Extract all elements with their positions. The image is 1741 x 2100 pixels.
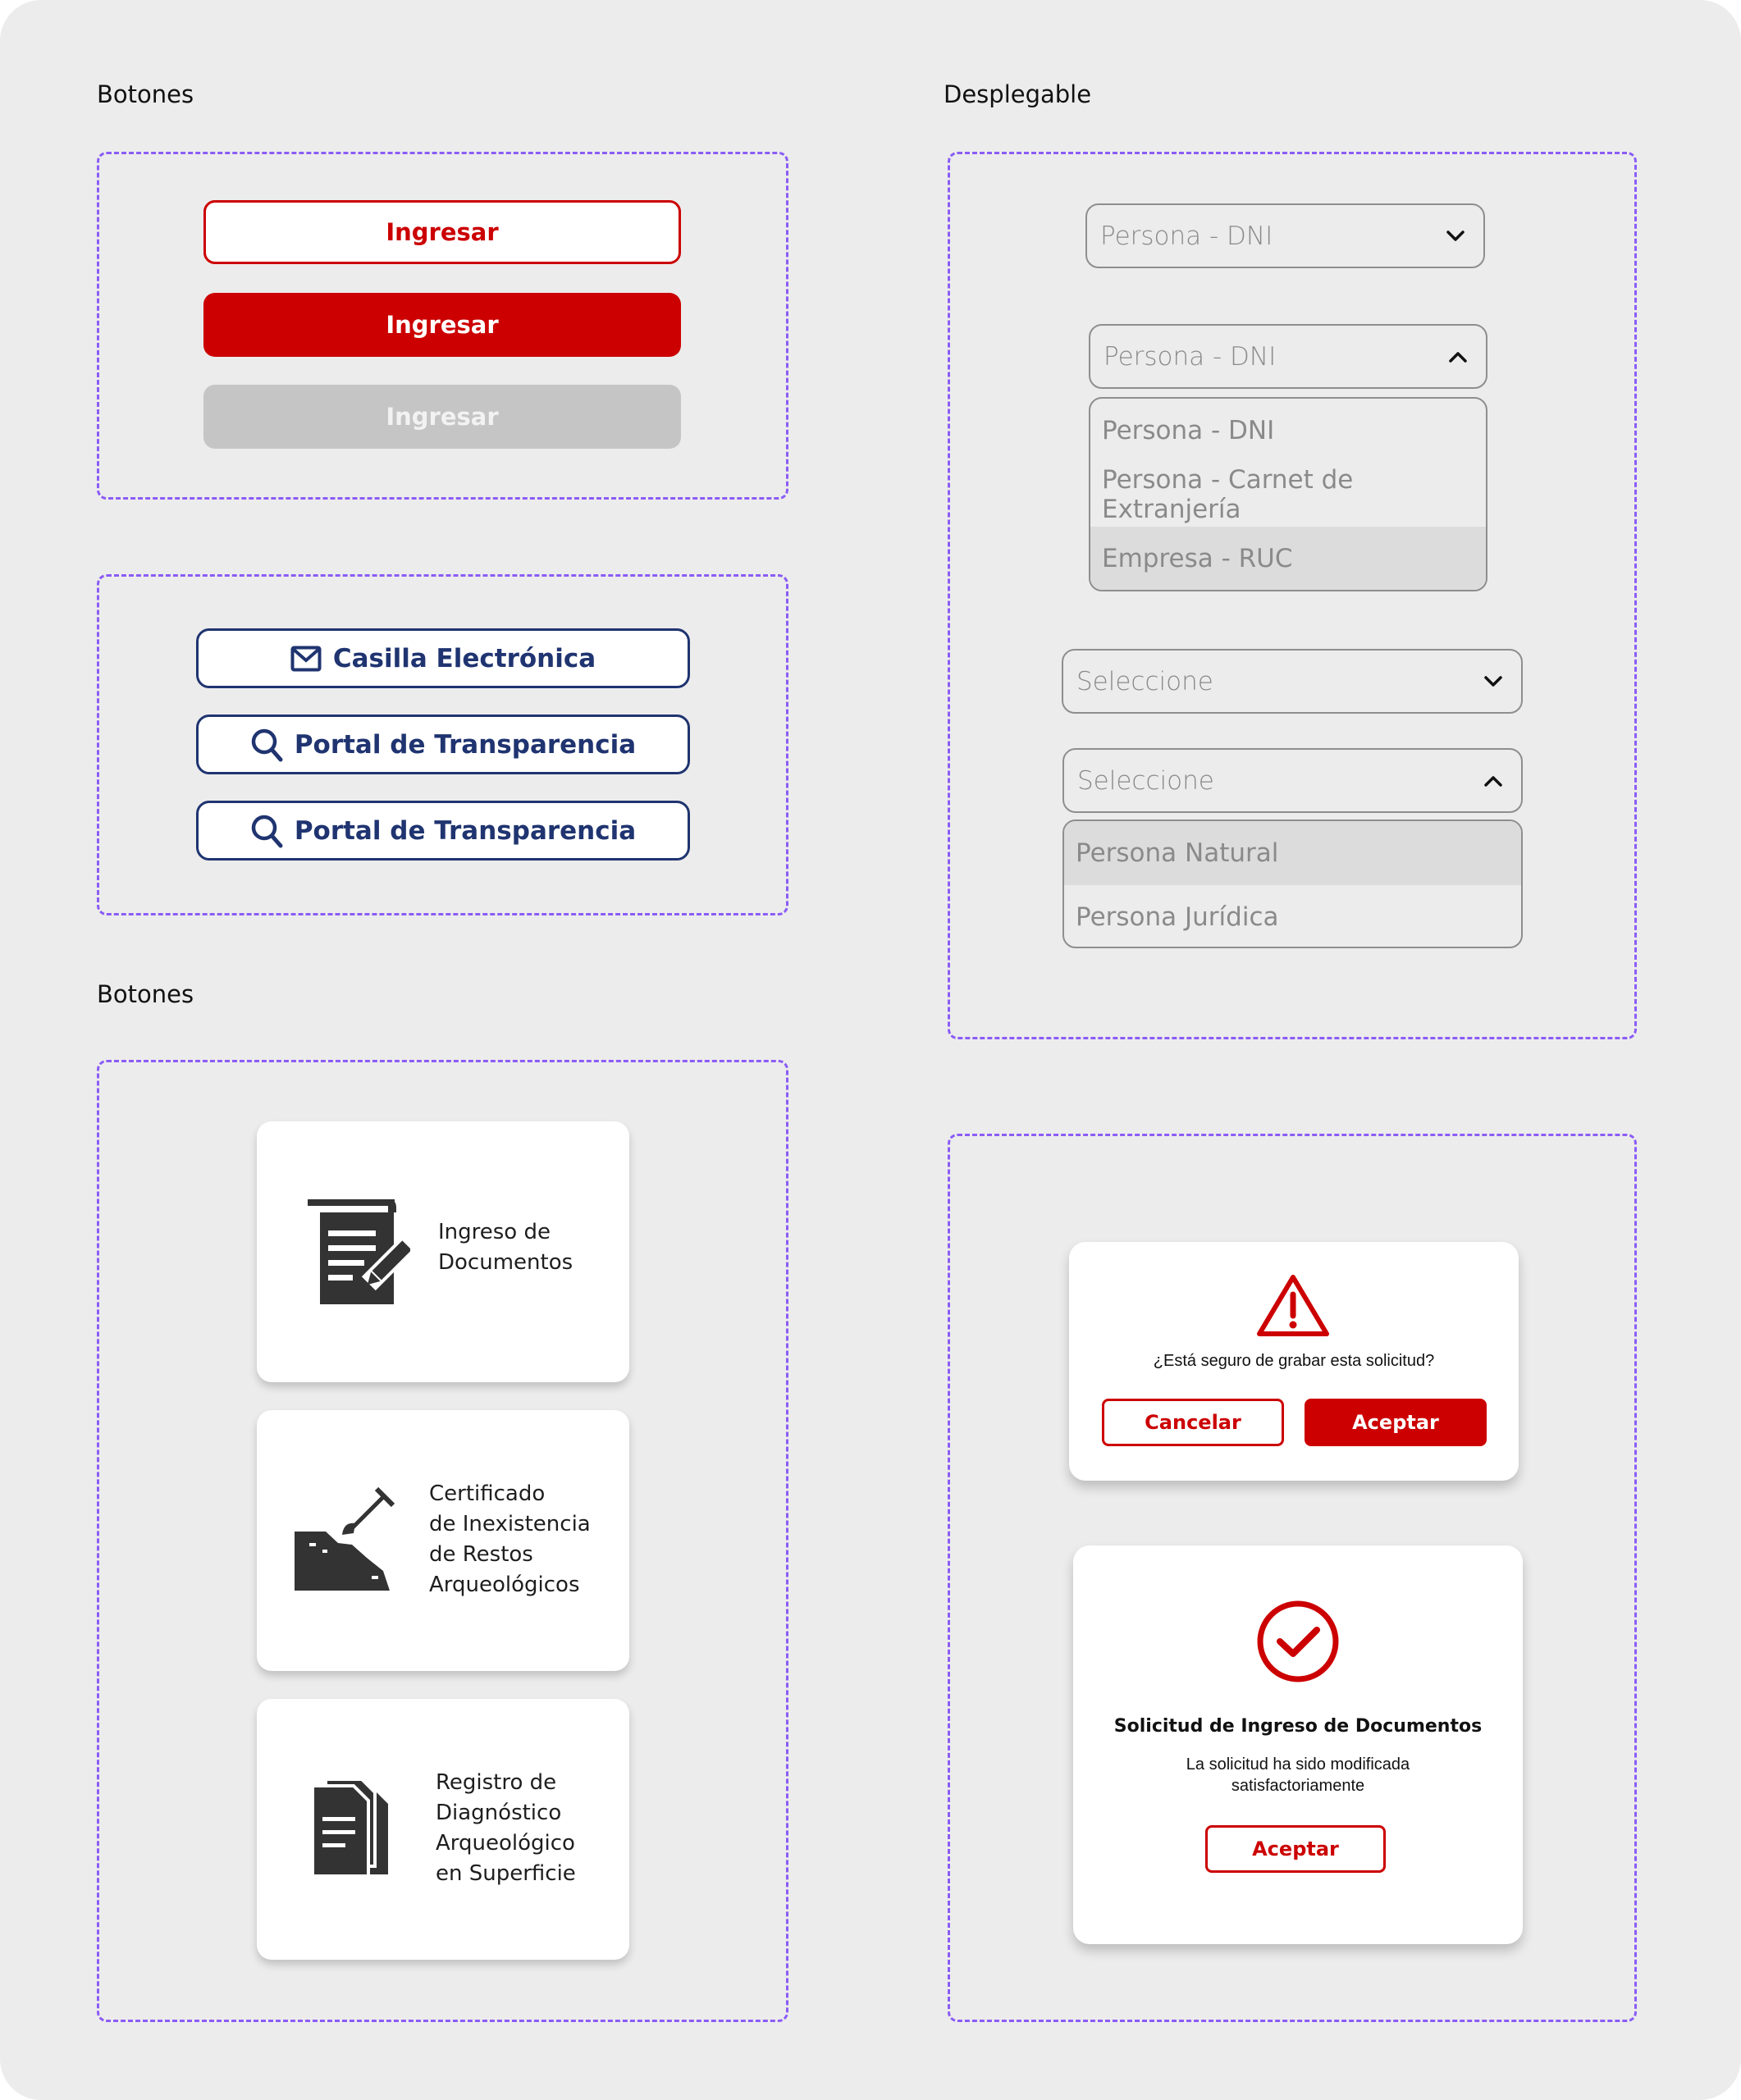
service-card-registro-diagnostico[interactable] <box>257 1699 629 1960</box>
success-message: La solicitud ha sido modificada satisfactoriamente <box>1186 1755 1410 1795</box>
person-type-value: Seleccione <box>1076 666 1213 696</box>
accept-button[interactable]: Aceptar <box>1305 1399 1487 1446</box>
card-label: Ingreso de Documentos <box>438 1220 573 1275</box>
document-type-value: Persona - DNI <box>1100 221 1273 251</box>
success-title: Solicitud de Ingreso de Documentos <box>1113 1716 1483 1737</box>
documents-icon <box>311 1779 393 1878</box>
casilla-electronica-button[interactable] <box>196 628 690 688</box>
warning-icon <box>1256 1273 1330 1337</box>
person-type-options <box>1062 819 1523 948</box>
ingresar-disabled-button: Ingresar <box>203 385 681 449</box>
document-type-open-value: Persona - DNI <box>1104 341 1277 372</box>
confirm-modal <box>1069 1242 1519 1481</box>
portal-transparencia-button[interactable] <box>196 714 690 774</box>
option-persona-dni[interactable]: Persona - DNI <box>1102 416 1275 445</box>
success-check-icon <box>1256 1600 1340 1683</box>
service-card-certificado[interactable] <box>257 1410 629 1671</box>
chevron-up-icon <box>1483 774 1503 788</box>
excavation-icon <box>293 1484 403 1599</box>
option-persona-juridica[interactable]: Persona Jurídica <box>1076 902 1279 932</box>
confirm-message: ¿Está seguro de grabar esta solicitud? <box>1153 1352 1435 1370</box>
chevron-up-icon <box>1448 350 1468 363</box>
casilla-electronica-label: Casilla Electrónica <box>332 643 596 673</box>
buttons-section-title: Botones <box>97 80 194 108</box>
card-label: Registro de Diagnóstico Arqueológico en Superficie <box>436 1770 576 1886</box>
card-label: Certificado de Inexistencia de Restos Arqueológicos <box>429 1481 591 1597</box>
chevron-down-icon <box>1446 230 1465 243</box>
document-type-select-open[interactable] <box>1089 324 1487 389</box>
person-type-select-open[interactable] <box>1062 748 1523 813</box>
option-persona-natural[interactable]: Persona Natural <box>1064 821 1521 885</box>
cancel-button[interactable]: Cancelar <box>1102 1399 1284 1446</box>
mail-icon <box>290 646 322 672</box>
service-card-ingreso-documentos[interactable] <box>257 1121 629 1382</box>
document-type-select[interactable] <box>1085 203 1485 268</box>
search-icon <box>250 814 283 848</box>
option-empresa-ruc[interactable]: Empresa - RUC <box>1090 527 1486 591</box>
person-type-select[interactable] <box>1062 649 1523 714</box>
success-modal <box>1073 1545 1523 1944</box>
cards-section-title: Botones <box>97 980 194 1008</box>
option-persona-carnet[interactable]: Persona - Carnet de Extranjería <box>1102 465 1354 524</box>
document-edit-icon <box>308 1199 410 1304</box>
dropdown-section-title: Desplegable <box>944 80 1092 108</box>
ingresar-primary-button[interactable]: Ingresar <box>203 293 681 357</box>
document-type-options <box>1089 397 1487 591</box>
portal-transparencia-button-2[interactable] <box>196 801 690 861</box>
portal-transparencia-label: Portal de Transparencia <box>294 729 637 760</box>
success-accept-button[interactable]: Aceptar <box>1205 1825 1386 1873</box>
person-type-open-value: Seleccione <box>1077 765 1214 796</box>
chevron-down-icon <box>1483 675 1503 688</box>
portal-transparencia-label-2: Portal de Transparencia <box>294 815 637 846</box>
search-icon <box>250 728 283 762</box>
ingresar-outline-button[interactable]: Ingresar <box>203 200 681 264</box>
